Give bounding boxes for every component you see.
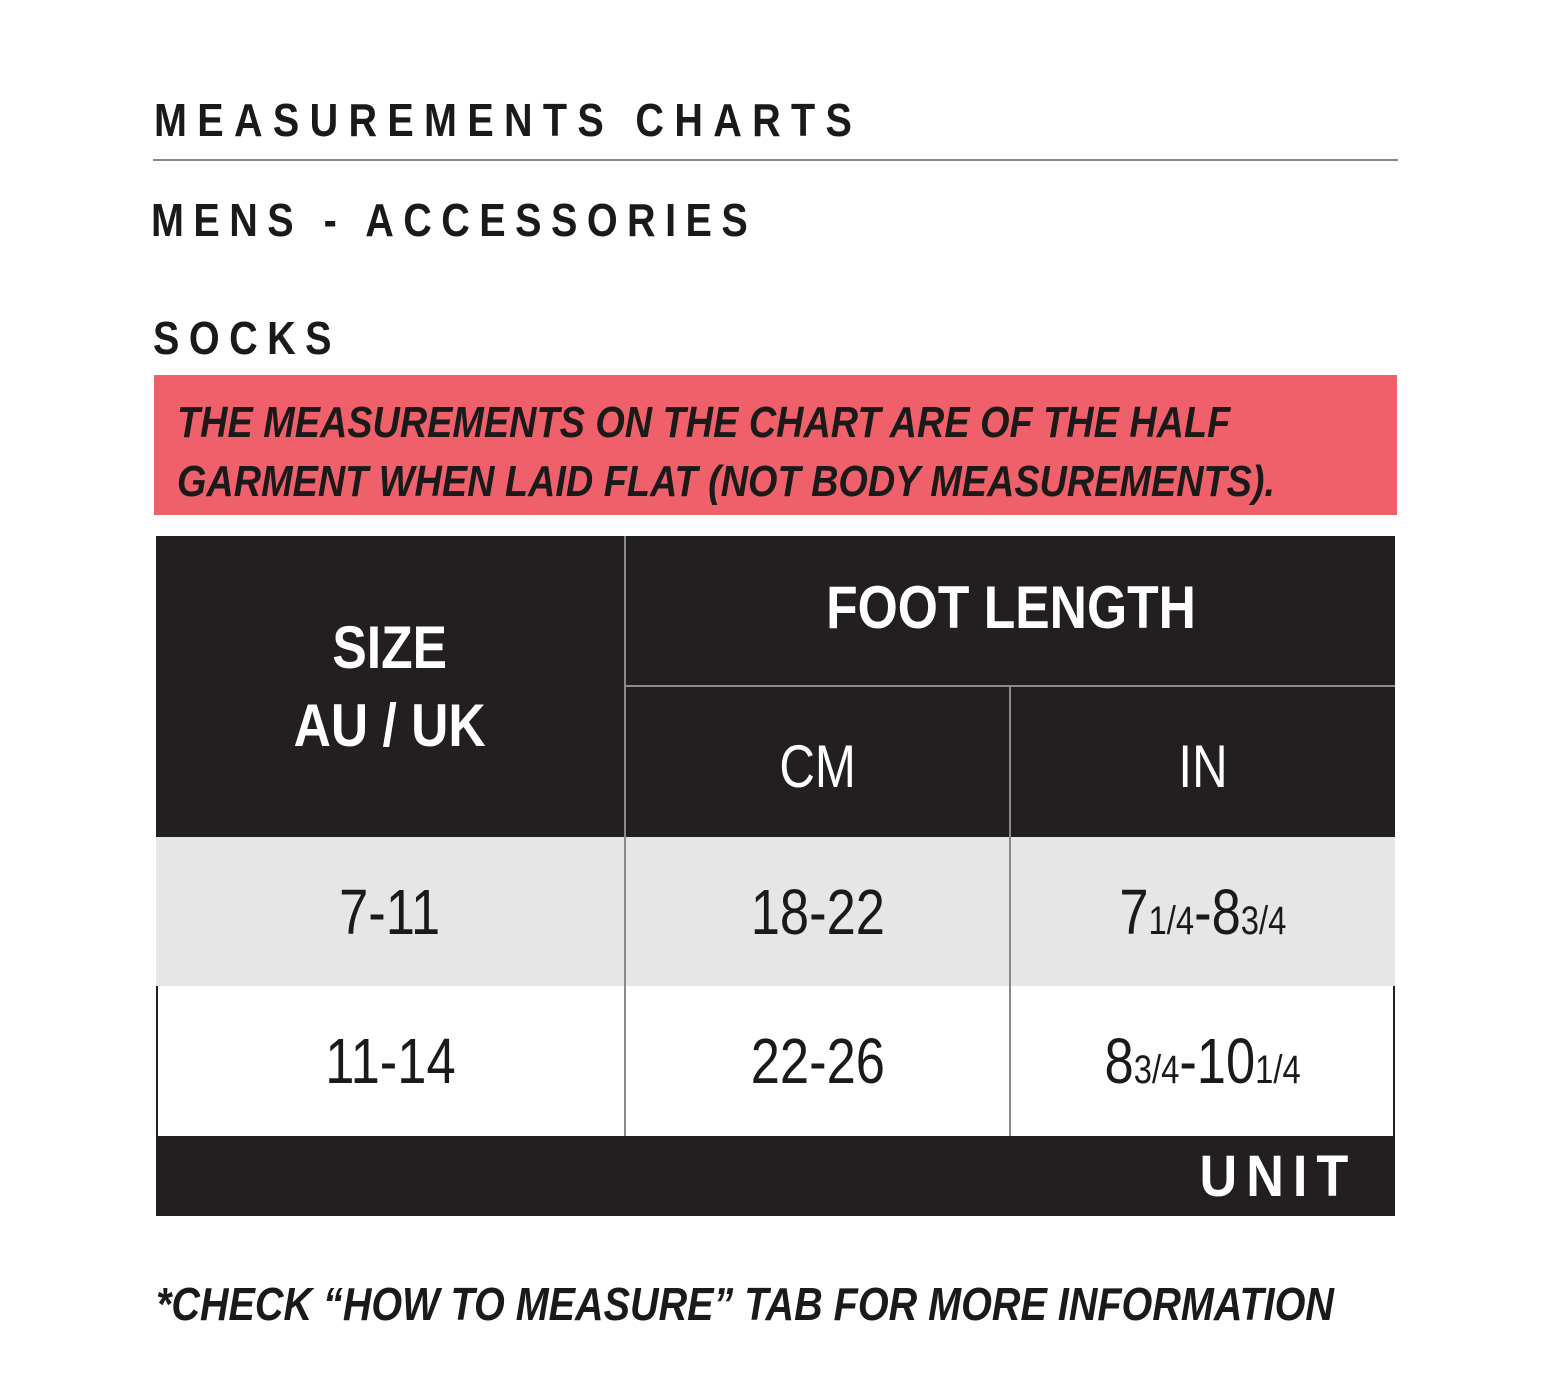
header-in-label: IN — [1178, 732, 1228, 800]
in-value — [1105, 1024, 1301, 1098]
size-cell — [156, 837, 624, 986]
header-cm-cell — [626, 687, 1009, 837]
in-whole: 10 — [1197, 1025, 1256, 1097]
header-foot-length-label: FOOT LENGTH — [825, 573, 1196, 641]
size-cell — [156, 986, 624, 1136]
category-heading: MENS - ACCESSORIES — [151, 194, 758, 246]
size-value: 7-11 — [339, 875, 441, 948]
in-whole: 8 — [1211, 875, 1241, 948]
header-size-cell — [156, 536, 624, 837]
header-size-label: SIZE — [332, 613, 448, 681]
cm-cell — [626, 986, 1009, 1136]
in-whole: 8 — [1104, 1025, 1135, 1097]
cm-cell — [626, 837, 1009, 986]
header-foot-length-cell — [626, 536, 1395, 686]
in-separator: - — [1179, 1025, 1198, 1097]
cm-value: 22-26 — [750, 1025, 885, 1097]
in-value — [1119, 875, 1286, 949]
in-cell — [1011, 837, 1395, 986]
in-fraction: 1/4 — [1255, 1048, 1302, 1092]
in-separator: - — [1194, 875, 1212, 948]
in-whole: 7 — [1119, 875, 1149, 948]
size-chart-table — [156, 536, 1395, 1216]
notice-text: THE MEASUREMENTS ON THE CHART ARE OF THE HALF GARMENT WHEN LAID FLAT (NOT BODY MEASUREMENTS). — [177, 398, 1276, 506]
footnote: *CHECK “HOW TO MEASURE” TAB FOR MORE INFORMATION — [156, 1278, 1334, 1330]
header-cm-label: CM — [779, 732, 856, 800]
cm-value: 18-22 — [750, 875, 885, 948]
brand-logo: UNIT — [1199, 1144, 1357, 1209]
in-cell — [1011, 986, 1395, 1136]
header-in-cell — [1011, 687, 1395, 837]
in-fraction: 3/4 — [1134, 1048, 1180, 1092]
product-heading: SOCKS — [153, 312, 341, 364]
notice-banner — [154, 375, 1397, 515]
in-fraction: 3/4 — [1240, 898, 1287, 943]
title-divider — [153, 159, 1398, 161]
in-fraction: 1/4 — [1148, 898, 1195, 943]
page-title: MEASUREMENTS CHARTS — [154, 94, 863, 146]
size-value: 11-14 — [324, 1025, 456, 1097]
header-size-region-label: AU / UK — [293, 691, 487, 759]
